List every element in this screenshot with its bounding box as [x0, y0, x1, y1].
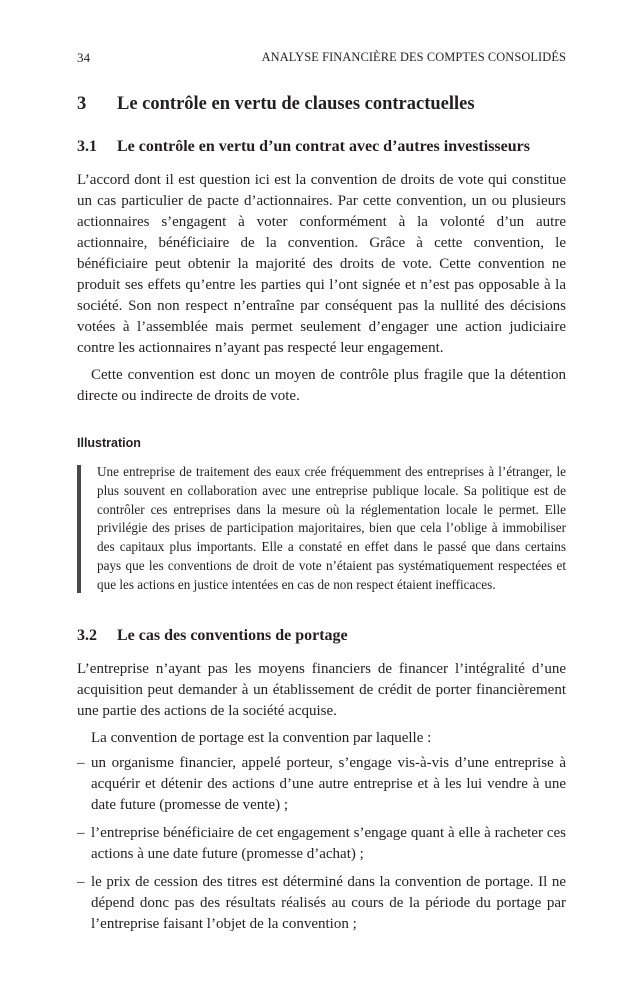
section-3-1-paragraph-1: L’accord dont il est question ici est la convention de droits de vote qui constitue un cas particulier de pacte d’actionnaires. Par cette convention, un ou plusieurs actionnaires s’engagent à voter conformément à la volonté d’un autre actionnaire, bénéficiaire de la convention. Grâce à cette convention, le bénéficiaire peut obtenir la majorité des droits de vote. Cette convention ne produit ses effets qu’entre les parties qui l’ont signée et n’est pas opposable à la société. Son non respect n’entraîne par conséquent pas la nullité des décisions votées à l’assemblée mais permet seulement d’engager une action judiciaire contre les actionnaires n’ayant pas respecté leur engagement. — [77, 172, 566, 356]
section-3-2-paragraph-2: La convention de portage est la convention par laquelle : — [91, 729, 432, 746]
section-3-2-title: Le cas des conventions de portage — [117, 626, 348, 644]
page-content — [77, 92, 566, 942]
running-header — [77, 50, 566, 68]
section-3-2-paragraph-1: L’entreprise n’ayant pas les moyens financiers de financer l’intégralité d’une acquisition peut demander à un établissement de crédit de porter financièrement une partie des actions de la société acquise. — [77, 660, 566, 719]
section-3-2-number: 3.2 — [77, 626, 97, 644]
illustration-text: Une entreprise de traitement des eaux crée fréquemment des entreprises à l’étranger, le plus souvent en collaboration avec une entreprise publique locale. Sa politique est de contrôler ces entreprises dans la mesure où la réglementation locale le permet. Elle privilégie des prises de participation majoritaires, bien que cela l’oblige à immobiliser des capitaux plus importants. Elle a constaté en effet dans le passé que dans certains pays que les conventions de droit de vote n’étaient pas systématiquement respectées et que les actions en justice intentées en cas de non respect étaient inefficaces. — [97, 464, 566, 592]
portage-conditions-list — [77, 753, 566, 935]
section-3-1-heading — [77, 136, 566, 158]
list-item — [77, 753, 566, 816]
section-3-heading — [77, 92, 566, 116]
list-item-text: un organisme financier, appelé porteur, s’engage vis-à-vis d’une entreprise à acquérir et détenir des actions d’une autre entreprise et à les lui vendre à une date future (promesse de vente) ; — [91, 754, 566, 813]
list-item — [77, 872, 566, 935]
list-dash: – — [77, 824, 85, 841]
section-3-1-paragraph-2: Cette convention est donc un moyen de contrôle plus fragile que la détention directe ou indirecte de droits de vote. — [77, 367, 566, 404]
list-item — [77, 823, 566, 865]
running-title: ANALYSE FINANCIÈRE DES COMPTES CONSOLIDÉS — [261, 50, 566, 64]
list-dash: – — [77, 754, 85, 771]
section-3-title: Le contrôle en vertu de clauses contractuelles — [117, 94, 475, 114]
page-number: 34 — [77, 50, 91, 65]
list-item-text: l’entreprise bénéficiaire de cet engagement s’engage quant à elle à racheter ces actions à une date future (promesse d’achat) ; — [91, 824, 566, 862]
illustration-box — [77, 463, 566, 595]
list-item-text: le prix de cession des titres est déterminé dans la convention de portage. Il ne dépend donc pas des résultats réalisés au cours de la période du portage par l’entreprise faisant l’objet de la convention ; — [91, 873, 566, 932]
illustration-label: Illustration — [77, 436, 141, 450]
list-dash: – — [77, 873, 85, 890]
section-3-1-title: Le contrôle en vertu d’un contrat avec d’autres investisseurs — [117, 138, 530, 155]
section-3-number: 3 — [77, 94, 87, 114]
section-3-1-number: 3.1 — [77, 138, 97, 155]
illustration-side-bar — [77, 465, 81, 593]
section-3-2-heading — [77, 625, 566, 647]
